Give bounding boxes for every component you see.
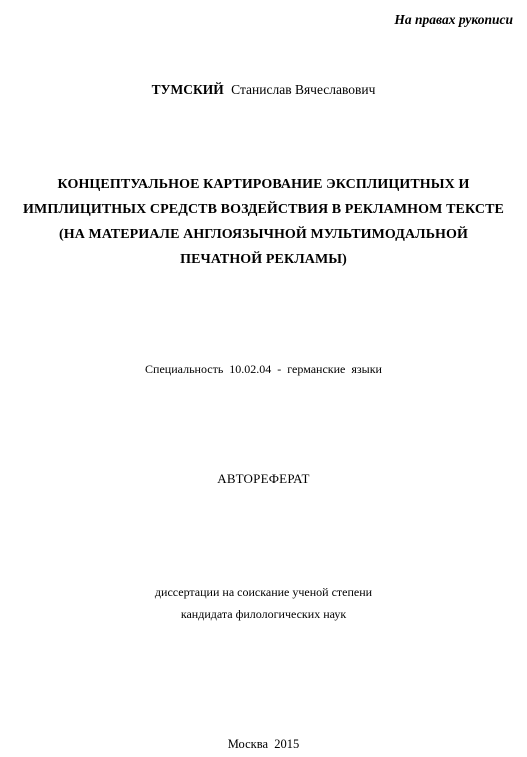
title-line: ПЕЧАТНОЙ РЕКЛАМЫ): [180, 252, 347, 267]
author-given-names: Станислав Вячеславович: [231, 82, 376, 97]
author-name: [0, 82, 527, 98]
title-line: ИМПЛИЦИТНЫХ СРЕДСТВ ВОЗДЕЙСТВИЯ В РЕКЛАМНОМ ТЕКСТЕ: [23, 202, 504, 217]
document-type: АВТОРЕФЕРАТ: [217, 471, 310, 486]
rights-note: На правах рукописи: [394, 12, 513, 27]
degree-purpose: [0, 581, 527, 625]
title-line: КОНЦЕПТУАЛЬНОЕ КАРТИРОВАНИЕ ЭКСПЛИЦИТНЫХ И: [57, 177, 470, 192]
title-line: (НА МАТЕРИАЛЕ АНГЛОЯЗЫЧНОЙ МУЛЬТИМОДАЛЬНОЙ: [58, 227, 469, 242]
dissertation-title: [0, 172, 527, 272]
author-surname: ТУМСКИЙ: [151, 82, 224, 97]
specialty-line: Специальность 10.02.04 - германские языки: [145, 362, 382, 376]
purpose-line: кандидата филологических наук: [180, 607, 347, 621]
city-year: Москва 2015: [227, 737, 300, 751]
purpose-line: диссертации на соискание ученой степени: [154, 585, 373, 599]
